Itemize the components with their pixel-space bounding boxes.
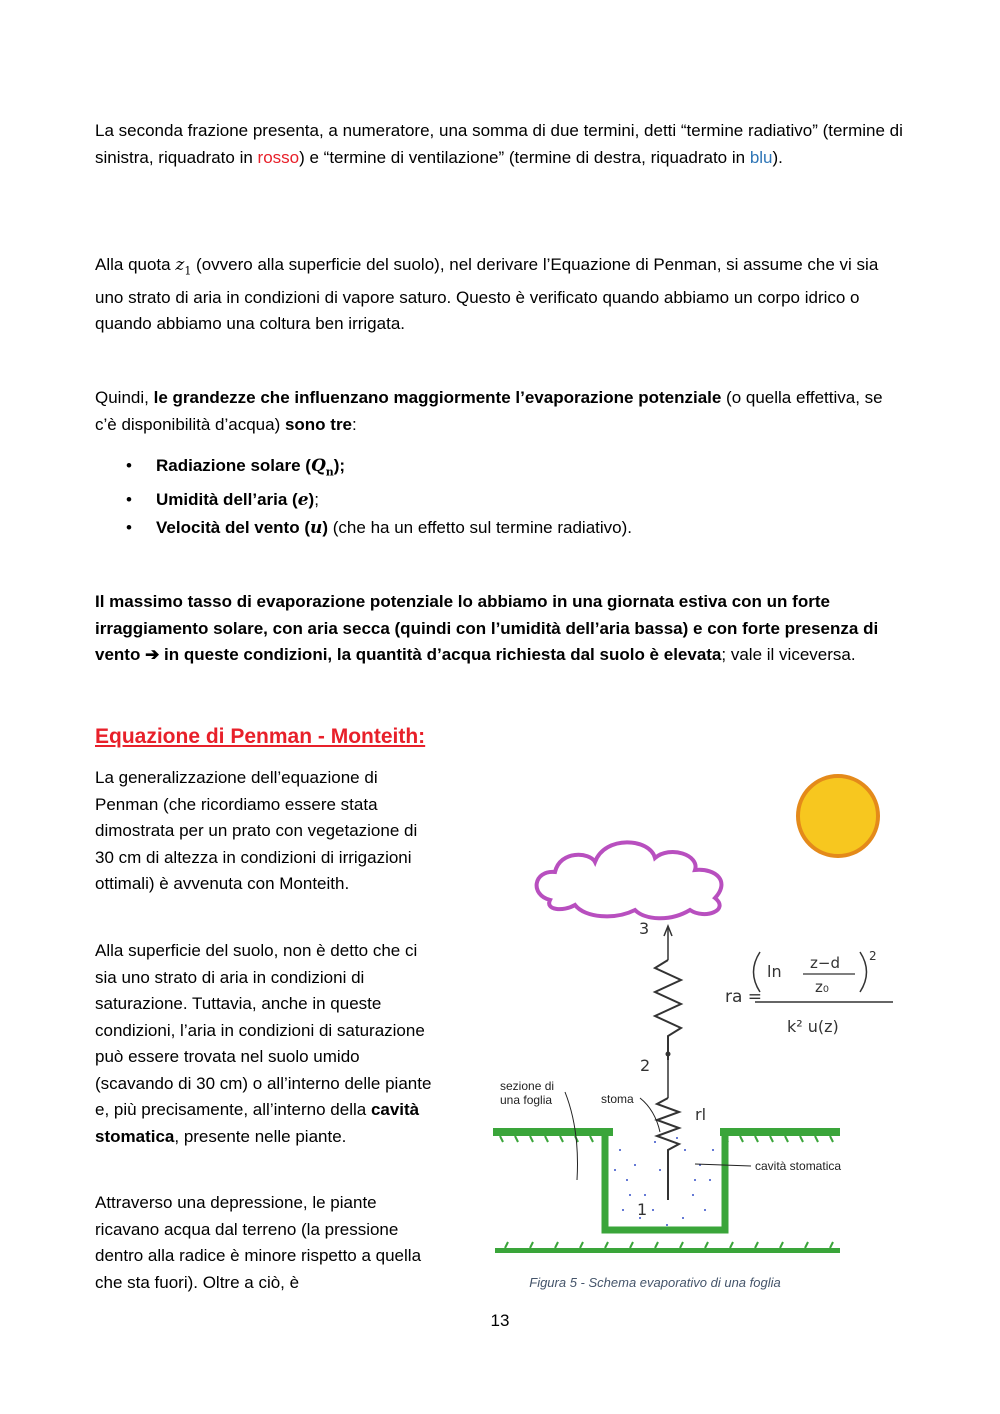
label-leaf-section: sezione di bbox=[500, 1079, 555, 1093]
column-paragraph-2: Alla superficie del suolo, non è detto che ci sia uno strato di aria in condizioni di saturazione. Tuttavia, anche in queste condizioni, l’aria in condizioni di saturazione può essere trovata nel suolo umido (scavando di 30 cm) o all’interno delle piante e, più precisamente, all’interno della cavità stomatica, presente nelle piante. bbox=[95, 941, 432, 1146]
bullet-icon: • bbox=[126, 490, 132, 510]
figure-caption: Figura 5 - Schema evaporativo di una foglia bbox=[529, 1275, 781, 1290]
bullet-icon: • bbox=[126, 518, 132, 538]
list-item: • Velocità del vento (u) (che ha un effetto sul termine radiativo). bbox=[95, 514, 632, 542]
label-cavity: cavità stomatica bbox=[755, 1159, 842, 1173]
red-word: rosso bbox=[257, 147, 300, 167]
formula-denominator: k² u(z) bbox=[787, 1017, 839, 1036]
leaf-evaporation-diagram bbox=[455, 770, 915, 1270]
label-2: 2 bbox=[640, 1056, 651, 1075]
svg-text:z₀: z₀ bbox=[815, 978, 829, 996]
cloud-icon bbox=[537, 842, 722, 918]
sun-icon bbox=[798, 776, 878, 856]
svg-text:z−d: z−d bbox=[810, 954, 840, 972]
paragraph-second-fraction: La seconda frazione presenta, a numeratore, una somma di due termini, detti “termine radiativo” (termine di sinistra, riquadrato in rosso) e “termine di ventilazione” (termine di destra, riquadrato in blu). bbox=[95, 121, 903, 167]
svg-text:ln: ln bbox=[767, 962, 782, 981]
cavity-dots bbox=[614, 1137, 714, 1226]
paragraph-quota-z1: Alla quota $z_1$ (ovvero alla superficie del suolo), nel derivare l’Equazione di Penman, si assume che vi sia uno strato di aria in condizioni di vapore saturo. Questo è verificato quando abbiamo un corpo idrico o quando abbiamo una coltura ben irrigata. bbox=[95, 255, 879, 334]
paragraph-max-rate: Il massimo tasso di evaporazione potenziale lo abbiamo in una giornata estiva con un forte irraggiamento solare, con aria secca (quindi con l’umidità dell’aria bassa) e con forte presenza di vento ➔ in queste condizioni, la quantità d’acqua richiesta dal suolo è elevata; vale il viceversa. bbox=[95, 592, 879, 664]
section-title: Equazione di Penman - Monteith: bbox=[95, 725, 426, 748]
bullet-list bbox=[95, 452, 632, 542]
label-rl: rl bbox=[695, 1105, 707, 1124]
svg-text:2: 2 bbox=[869, 949, 877, 963]
label-stoma: stoma bbox=[601, 1092, 634, 1106]
bullet-icon: • bbox=[126, 456, 132, 475]
math-z1: $z_1$ bbox=[175, 255, 192, 278]
paragraph-quantities: Quindi, le grandezze che influenzano maggiormente l’evaporazione potenziale (o quella effettiva, se c’è disponibilità d’acqua) sono tre: bbox=[95, 388, 883, 434]
column-paragraph-1: La generalizzazione dell’equazione di Penman (che ricordiamo essere stata dimostrata per un prato con vegetazione di 30 cm di altezza in condizioni di irrigazioni ottimali) è avvenuta con Monteith. bbox=[95, 768, 418, 893]
label-3: 3 bbox=[639, 919, 650, 938]
svg-text:una foglia: una foglia bbox=[500, 1093, 553, 1107]
label-1: 1 bbox=[637, 1200, 648, 1219]
arrow-right-icon: ➔ bbox=[145, 645, 160, 664]
page-number: 13 bbox=[490, 1311, 510, 1330]
list-item: • Radiazione solare $(Q_n)$; bbox=[95, 452, 632, 486]
blue-word: blu bbox=[749, 147, 773, 167]
list-item: • Umidità dell’aria (e); bbox=[95, 486, 632, 514]
label-ra: ra = bbox=[725, 987, 763, 1007]
column-paragraph-3: Attraverso una depressione, le piante ricavano acqua dal terreno (la pressione dentro alla radice è minore rispetto a quella che sta fuori). Oltre a ciò, è bbox=[95, 1193, 422, 1292]
